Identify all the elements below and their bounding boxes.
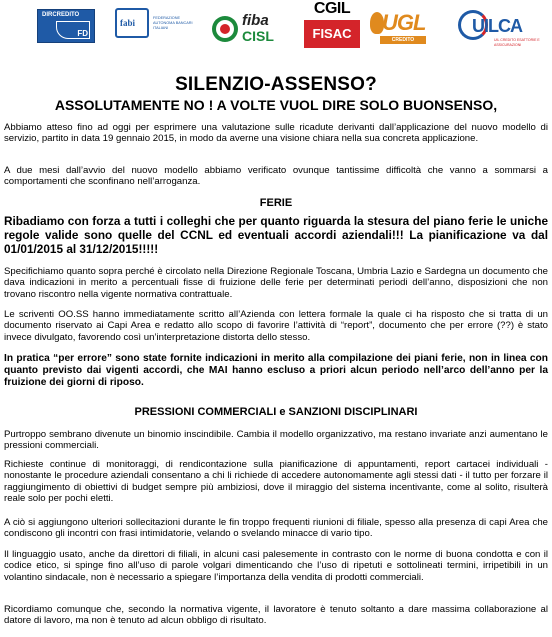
cisl-label: CISL [242, 28, 274, 44]
dircredito-label: DIRCREDITO [42, 12, 80, 18]
fiba-emblem [212, 16, 238, 42]
fisac-label: FISAC [304, 20, 360, 48]
fabi-subtext: FEDERAZIONE AUTONOMA BANCARI ITALIANI [153, 16, 193, 30]
paragraph-ferie-error: In pratica “per errore” sono state fornite indicazioni in merito alla compilazione dei piani ferie, non in linea con quanto previsto dai vigenti accordi, che MAI hanno escluso a priori alcun periodo nell’arco dell’anno per la fruizione dei giorni di riposo. [4, 353, 548, 388]
cgil-label: CGIL [313, 0, 351, 17]
paragraph-ferie-rules: Ribadiamo con forza a tutti i colleghi che per quanto riguarda la stesura del piano ferie le uniche regole valide sono quelle del CCNL ed eventuali accordi aziendali!!! La pianificazione va dal 01/01/2015 al 31/12/2015!!!!! [4, 214, 548, 257]
paragraph-pressioni-riunioni: A ciò si aggiungono ulteriori sollecitazioni durante le fin troppo frequenti riunioni di filiale, spesso alla presenza di capi Area che condiscono gli incontri con frasi intimidatorie, velando o svelando minacce di vario tipo. [4, 517, 548, 540]
fabi-logo [115, 8, 191, 42]
page-subtitle: ASSOLUTAMENTE NO ! A VOLTE VUOL DIRE SOLO BUONSENSO, [54, 97, 498, 113]
cgil-fisac-logo [304, 0, 360, 48]
uilca-label: UILCA [472, 16, 522, 36]
ugl-label: UGL [382, 10, 426, 35]
section-heading-ferie: FERIE [259, 197, 293, 209]
paragraph-intro: Abbiamo atteso fino ad oggi per esprimere una valutazione sulle ricadute derivanti dall’applicazione del nuovo modello di servizio, partito in data 19 gennaio 2015, in modo da averne una visione chiara nella sua concreta applicazione. [4, 122, 548, 145]
fd-label: FD [77, 29, 88, 38]
paragraph-ferie-document: Specifichiamo quanto sopra perché è circolato nella Direzione Regionale Toscana, Umbria Lazio e Sardegna un documento che dava indicazioni in merito a percentuali fisse di fruizione delle ferie per determinati periodi dell’anno, disposizioni che non trovano riscontro nella vigente normativa contrattuale. [4, 266, 548, 300]
paragraph-two-months: A due mesi dall’avvio del nuovo modello abbiamo verificato ovunque tantissime difficoltà che vanno a sommarsi a comportamenti che sconfinano nell’arroganza. [4, 165, 548, 188]
paragraph-pressioni-monitoraggi: Richieste continue di monitoraggi, di rendicontazione sulla pianificazione di appuntamenti, report cartacei individuali - nonostante le procedure aziendali consentano a chi li richiede di accedere autonomamente agli stessi dati - il tutto per forzare il raggiungimento di obiettivi di budget sempre più ambiziosi, dove il miraggio del sistema incentivante, come al solito, risulterà reale solo per pochi eletti. [4, 459, 548, 505]
fiba-label: fiba [242, 12, 269, 29]
ugl-credito-logo [370, 12, 430, 44]
paragraph-ferie-letter: Le scriventi OO.SS hanno immediatamente scritto all’Azienda con lettera formale la quale ci ha risposto che si tratta di un documento riservato ai Capi Area e redatto allo scopo di favorire l’attività di “report”, documento che per errore (??) è stato invece divulgato, favorendo così un’interpretazione distorta dello stesso. [4, 309, 548, 343]
dircredito-fd-logo [37, 9, 95, 43]
fabi-badge-label: fabi [120, 18, 136, 28]
logo-bar [0, 0, 552, 70]
paragraph-pressioni-linguaggio: Il linguaggio usato, anche da direttori di filiali, in alcuni casi palesemente in contrasto con le norme di buona condotta e con il codice etico, si spinge fino all’uso di parole volgari dimenticando che l’uso di ripetuti e sottolineati termini, irripetibili in un volantino sindacale, non è necessario a spiegare l’importanza della vendita di prodotti commerciali. [4, 549, 548, 583]
credito-label: CREDITO [380, 36, 426, 44]
fiba-cisl-logo [212, 14, 288, 48]
section-heading-pressioni: PRESSIONI COMMERCIALI e SANZIONI DISCIPLINARI [134, 406, 418, 418]
paragraph-pressioni-normativa: Ricordiamo comunque che, secondo la normativa vigente, il lavoratore è tenuto soltanto a dare massima collaborazione al datore di lavoro, ma non è tenuto ad alcun obbligo di risultato. [4, 604, 548, 627]
uilca-logo [458, 10, 548, 54]
paragraph-pressioni-intro: Purtroppo sembrano divenute un binomio inscindibile. Cambia il modello organizzativo, ma restano invariate anzi aumentano le pressioni commerciali. [4, 429, 548, 452]
fabi-badge [115, 8, 149, 38]
uilca-subtext: UIL CREDITO ESATTORIE E ASSICURAZIONI [494, 38, 540, 47]
page-title: SILENZIO-ASSENSO? [175, 74, 377, 95]
